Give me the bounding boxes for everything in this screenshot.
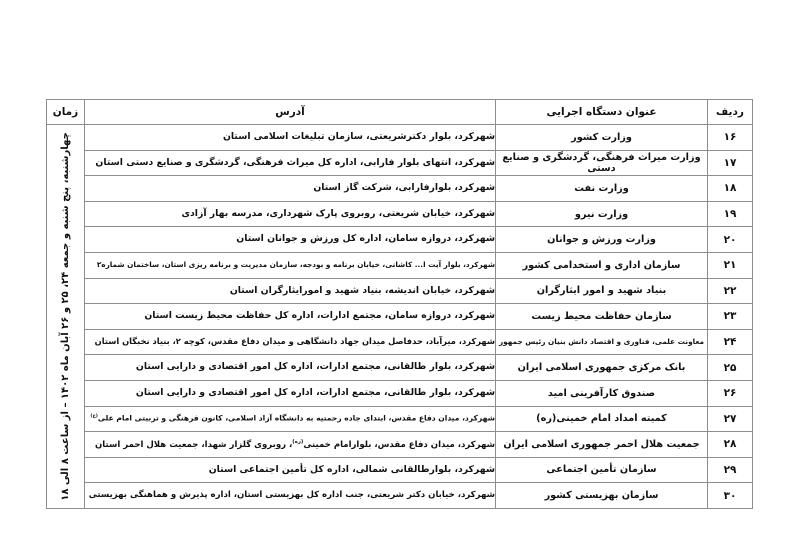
table-row — [47, 329, 753, 355]
row-number-cell: ۲۰ — [708, 227, 753, 253]
row-number-cell: ۲۷ — [708, 406, 753, 432]
address-cell: شهرکرد، دروازه سامان، اداره کل ورزش و جوانان استان — [85, 227, 496, 253]
row-number-cell: ۲۱ — [708, 252, 753, 278]
organization-cell: وزارت ورزش و جوانان — [496, 227, 708, 253]
address-text: ، روبروی گلزار شهدا، جمعیت هلال احمر استان — [94, 439, 293, 450]
address-cell: شهرکرد، انتهای بلوار فارابی، اداره کل میراث فرهنگی، گردشگری و صنایع دستی استان — [85, 150, 496, 176]
table-row — [47, 252, 753, 278]
row-number-cell: ۲۴ — [708, 329, 753, 355]
address-cell: شهرکرد، دروازه سامان، مجتمع ادارات، اداره کل حفاظت محیط زیست استان — [85, 304, 496, 330]
table-row — [47, 406, 753, 432]
table-header — [47, 100, 753, 125]
organization-cell: وزارت نفت — [496, 176, 708, 202]
table-row — [47, 201, 753, 227]
address-cell: شهرکرد، بلوار طالقانی، مجتمع ادارات، اداره کل امور اقتصادی و دارایی استان — [85, 355, 496, 381]
row-number-cell: ۲۹ — [708, 457, 753, 483]
address-cell: شهرکرد، بلوار طالقانی، مجتمع ادارات، اداره کل امور اقتصادی و دارایی استان — [85, 380, 496, 406]
address-honorific-marker: (ع) — [90, 414, 98, 420]
schedule-table-container — [47, 99, 753, 509]
time-cell — [47, 125, 85, 509]
address-cell — [85, 432, 496, 458]
header-time: زمان — [47, 100, 85, 125]
address-honorific-marker: (ره) — [292, 438, 304, 445]
address-cell: شهرکرد، خیابان اندیشه، بنیاد شهید و امورایثارگران استان — [85, 278, 496, 304]
organization-cell: صندوق کارآفرینی امید — [496, 380, 708, 406]
table-row — [47, 355, 753, 381]
organization-cell: سازمان اداری و استخدامی کشور — [496, 252, 708, 278]
address-cell: شهرکرد، بلوارفارابی، شرکت گاز استان — [85, 176, 496, 202]
organization-cell: بنیاد شهید و امور ایثارگران — [496, 278, 708, 304]
table-row — [47, 125, 753, 151]
address-cell: شهرکرد، خیابان دکتر شریعتی، جنب اداره کل بهزیستی استان، اداره پذیرش و هماهنگی بهزیستی — [85, 483, 496, 509]
row-number-cell: ۱۹ — [708, 201, 753, 227]
address-text: شهرکرد، میدان دفاع مقدس، بلوارامام خمینی — [303, 439, 495, 450]
table-row — [47, 304, 753, 330]
organization-cell: معاونت علمی، فناوری و اقتصاد دانش بنیان رئیس جمهور — [496, 329, 708, 355]
address-cell: شهرکرد، بلوار دکترشریعتی، سازمان تبلیغات اسلامی استان — [85, 125, 496, 151]
organization-cell: وزارت نیرو — [496, 201, 708, 227]
header-organization: عنوان دستگاه اجرایی — [496, 100, 708, 125]
organization-cell: سازمان بهزیستی کشور — [496, 483, 708, 509]
row-number-cell: ۱۶ — [708, 125, 753, 151]
table-row — [47, 227, 753, 253]
address-cell: شهرکرد، بلوار آیت ا... کاشانی، خیابان برنامه و بودجه، سازمان مدیریت و برنامه ریزی استان، ساختمان شماره۲ — [85, 252, 496, 278]
address-text: شهرکرد، میدان دفاع مقدس، ابتدای جاده رحمتیه به دانشگاه آزاد اسلامی، کانون فرهنگی و تربیتی امام علی — [97, 413, 495, 423]
row-number-cell: ۲۶ — [708, 380, 753, 406]
time-rotated-wrapper — [47, 125, 84, 508]
row-number-cell: ۳۰ — [708, 483, 753, 509]
organization-cell: وزارت میراث فرهنگی، گردشگری و صنایع دستی — [496, 150, 708, 176]
row-number-cell: ۲۵ — [708, 355, 753, 381]
header-row — [47, 100, 753, 125]
row-number-cell: ۲۳ — [708, 304, 753, 330]
table-body — [47, 125, 753, 509]
address-cell: شهرکرد، خیابان شریعتی، روبروی پارک شهرداری، مدرسه بهار آزادی — [85, 201, 496, 227]
table-row — [47, 457, 753, 483]
address-cell — [85, 406, 496, 432]
row-number-cell: ۲۲ — [708, 278, 753, 304]
organization-cell: کمیته امداد امام خمینی(ره) — [496, 406, 708, 432]
table-row — [47, 432, 753, 458]
schedule-table — [46, 99, 753, 509]
time-text: چهارشنبه، پنج شنبه و جمعه ۲۴، ۲۵ و ۲۶ آبان ماه ۱۴۰۲ – از ساعت ۸ الی ۱۸ — [59, 132, 71, 501]
organization-cell: سازمان تأمین اجتماعی — [496, 457, 708, 483]
row-number-cell: ۱۷ — [708, 150, 753, 176]
organization-cell: جمعیت هلال احمر جمهوری اسلامی ایران — [496, 432, 708, 458]
organization-cell: وزارت کشور — [496, 125, 708, 151]
row-number-cell: ۱۸ — [708, 176, 753, 202]
row-number-cell: ۲۸ — [708, 432, 753, 458]
address-cell: شهرکرد، بلوارطالقانی شمالی، اداره کل تأمین اجتماعی استان — [85, 457, 496, 483]
organization-cell: بانک مرکزی جمهوری اسلامی ایران — [496, 355, 708, 381]
table-row — [47, 150, 753, 176]
table-row — [47, 278, 753, 304]
organization-cell: سازمان حفاظت محیط زیست — [496, 304, 708, 330]
table-row — [47, 380, 753, 406]
table-row — [47, 176, 753, 202]
table-row — [47, 483, 753, 509]
header-address: آدرس — [85, 100, 496, 125]
address-cell: شهرکرد، میرآباد، حدفاصل میدان جهاد دانشگاهی و میدان دفاع مقدس، کوچه ۲، بنیاد نخبگان استان — [85, 329, 496, 355]
header-row-number: ردیف — [708, 100, 753, 125]
